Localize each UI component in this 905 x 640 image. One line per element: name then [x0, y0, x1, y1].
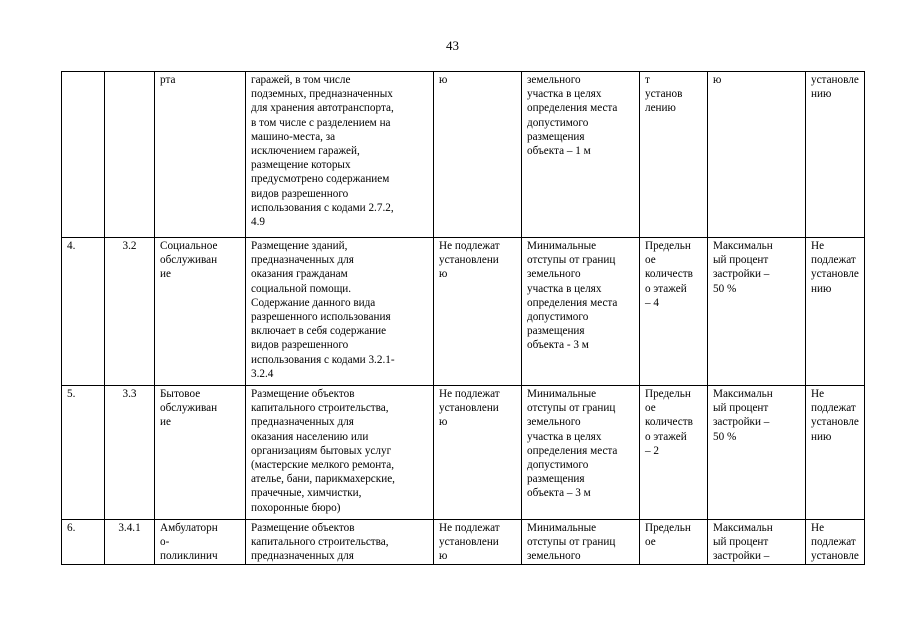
cell-floors [640, 72, 708, 238]
text-line: Предельн [645, 388, 691, 400]
text-line: Бытовое [160, 388, 201, 400]
cell-plot-area [434, 520, 522, 565]
text-line: ие [160, 416, 171, 429]
cell-number: 5. [62, 386, 105, 520]
text-line: подлежат [811, 402, 856, 415]
text-line: Не подлежат [439, 388, 500, 400]
cell-use-name [155, 72, 246, 238]
text-line: Максимальн [713, 388, 773, 400]
text-line: о этажей [645, 430, 687, 443]
text-line: Минимальные [527, 522, 597, 534]
cell-floors [640, 238, 708, 386]
text-line: определения места [527, 296, 618, 309]
text-line: количеств [645, 416, 693, 429]
cell-description [246, 520, 434, 565]
text-line: предназначенных для [251, 550, 354, 563]
page-number: 43 [446, 38, 459, 53]
text-line: 4.9 [251, 216, 265, 229]
text-line: Предельн [645, 522, 691, 534]
text-line: ю [439, 74, 448, 86]
cell-code: 3.2 [105, 238, 155, 386]
text-line: Содержание данного вида [251, 296, 376, 309]
cell-coverage [708, 386, 806, 520]
cell-setback [522, 72, 640, 238]
text-line: ю [713, 74, 722, 86]
text-line: допустимого [527, 116, 589, 129]
text-line: для хранения автотранспорта, [251, 102, 394, 115]
table-row [62, 520, 865, 565]
text-line: о- [160, 536, 170, 549]
text-line: оказания гражданам [251, 268, 348, 281]
cell-code: 3.4.1 [105, 520, 155, 565]
cell-description [246, 238, 434, 386]
text-line: подлежат [811, 536, 856, 549]
text-line: земельного [527, 550, 581, 563]
text-line: объекта - 3 м [527, 339, 589, 352]
text-line: определения места [527, 444, 618, 457]
text-line: ое [645, 402, 656, 415]
text-line: ателье, бани, парикмахерские, [251, 473, 395, 486]
text-line: застройки – [713, 268, 770, 281]
text-line: оказания населению или [251, 430, 369, 443]
cell-setback [522, 520, 640, 565]
text-line: машино-места, за [251, 130, 336, 143]
cell-code [105, 72, 155, 238]
text-line: поликлинич [160, 550, 218, 563]
cell-plot-area [434, 386, 522, 520]
table-row [62, 386, 865, 520]
text-line: Размещение объектов [251, 388, 355, 400]
text-line: отступы от границ [527, 254, 616, 267]
text-line: – 4 [645, 296, 659, 309]
text-line: Предельн [645, 240, 691, 252]
cell-number: 6. [62, 520, 105, 565]
text-line: Минимальные [527, 240, 597, 252]
text-line: похоронные бюро) [251, 501, 341, 514]
zoning-table [61, 71, 865, 565]
text-line: земельного [527, 74, 581, 86]
cell-floors [640, 520, 708, 565]
text-line: участка в целях [527, 88, 602, 101]
text-line: Размещение объектов [251, 522, 355, 534]
text-line: обслуживан [160, 254, 218, 267]
text-line: использования с кодами 2.7.2, [251, 201, 394, 214]
text-line: установлени [439, 536, 499, 549]
text-line: установле [811, 74, 859, 86]
cell-use-name [155, 386, 246, 520]
cell-use-name [155, 520, 246, 565]
cell-plot-area [434, 72, 522, 238]
text-line: участка в целях [527, 430, 602, 443]
text-line: организациям бытовых услуг [251, 444, 392, 457]
text-line: видов разрешенного [251, 339, 349, 352]
text-line: установле [811, 550, 859, 563]
text-line: Амбулаторн [160, 522, 218, 534]
cell-setback [522, 238, 640, 386]
text-line: – 2 [645, 444, 659, 457]
text-line: капитального строительства, [251, 536, 389, 549]
cell-description [246, 72, 434, 238]
text-line: Не [811, 240, 825, 252]
text-line: лению [645, 102, 676, 115]
text-line: застройки – [713, 550, 770, 563]
text-line: т [645, 74, 650, 86]
text-line: участка в целях [527, 282, 602, 295]
text-line: земельного [527, 416, 581, 429]
cell-other [806, 72, 865, 238]
text-line: ю [439, 268, 448, 281]
text-line: нию [811, 88, 832, 101]
text-line: рта [160, 74, 176, 86]
cell-coverage [708, 238, 806, 386]
text-line: разрешенного использования [251, 311, 391, 324]
cell-setback [522, 386, 640, 520]
cell-use-name [155, 238, 246, 386]
text-line: ю [439, 416, 448, 429]
table-row [62, 72, 865, 238]
text-line: в том числе с разделением на [251, 116, 391, 129]
text-line: Не [811, 522, 825, 534]
text-line: определения места [527, 102, 618, 115]
cell-description [246, 386, 434, 520]
cell-number: 4. [62, 238, 105, 386]
text-line: ие [160, 268, 171, 281]
cell-plot-area [434, 238, 522, 386]
text-line: количеств [645, 268, 693, 281]
text-line: прачечные, химчистки, [251, 487, 362, 500]
cell-code: 3.3 [105, 386, 155, 520]
text-line: видов разрешенного [251, 187, 349, 200]
cell-number [62, 72, 105, 238]
text-line: Не подлежат [439, 240, 500, 252]
text-line: установле [811, 268, 859, 281]
text-line: размещения [527, 325, 585, 338]
text-line: включает в себя содержание [251, 325, 387, 338]
text-line: земельного [527, 268, 581, 281]
text-line: застройки – [713, 416, 770, 429]
text-line: Не [811, 388, 825, 400]
text-line: предназначенных для [251, 416, 354, 429]
text-line: (мастерские мелкого ремонта, [251, 459, 395, 472]
text-line: Не подлежат [439, 522, 500, 534]
cell-coverage [708, 72, 806, 238]
text-line: ый процент [713, 402, 769, 415]
text-line: установлени [439, 402, 499, 415]
text-line: исключением гаражей, [251, 145, 360, 158]
text-line: 50 % [713, 430, 737, 443]
text-line: обслуживан [160, 402, 218, 415]
text-line: ю [439, 550, 448, 563]
text-line: социальной помощи. [251, 282, 352, 295]
text-line: предназначенных для [251, 254, 354, 267]
text-line: размещения [527, 130, 585, 143]
cell-other [806, 520, 865, 565]
text-line: ый процент [713, 254, 769, 267]
text-line: допустимого [527, 311, 589, 324]
text-line: объекта – 1 м [527, 145, 591, 158]
cell-other [806, 238, 865, 386]
text-line: Социальное [160, 240, 218, 252]
text-line: размещение которых [251, 159, 351, 172]
text-line: Максимальн [713, 240, 773, 252]
text-line: Размещение зданий, [251, 240, 348, 252]
text-line: нию [811, 282, 832, 295]
text-line: нию [811, 430, 832, 443]
text-line: подземных, предназначенных [251, 88, 393, 101]
text-line: ое [645, 254, 656, 267]
cell-coverage [708, 520, 806, 565]
cell-other [806, 386, 865, 520]
text-line: использования с кодами 3.2.1- [251, 353, 395, 366]
text-line: о этажей [645, 282, 687, 295]
text-line: ое [645, 536, 656, 549]
text-line: установ [645, 88, 683, 101]
text-line: установлени [439, 254, 499, 267]
text-line: ый процент [713, 536, 769, 549]
text-line: гаражей, в том числе [251, 74, 351, 86]
text-line: капитального строительства, [251, 402, 389, 415]
text-line: подлежат [811, 254, 856, 267]
table-body [62, 72, 865, 565]
text-line: размещения [527, 473, 585, 486]
text-line: объекта – 3 м [527, 487, 591, 500]
text-line: отступы от границ [527, 536, 616, 549]
text-line: допустимого [527, 459, 589, 472]
text-line: установле [811, 416, 859, 429]
table-row [62, 238, 865, 386]
text-line: Максимальн [713, 522, 773, 534]
text-line: предусмотрено содержанием [251, 173, 390, 186]
text-line: отступы от границ [527, 402, 616, 415]
text-line: Минимальные [527, 388, 597, 400]
cell-floors [640, 386, 708, 520]
text-line: 3.2.4 [251, 367, 274, 380]
text-line: 50 % [713, 282, 737, 295]
